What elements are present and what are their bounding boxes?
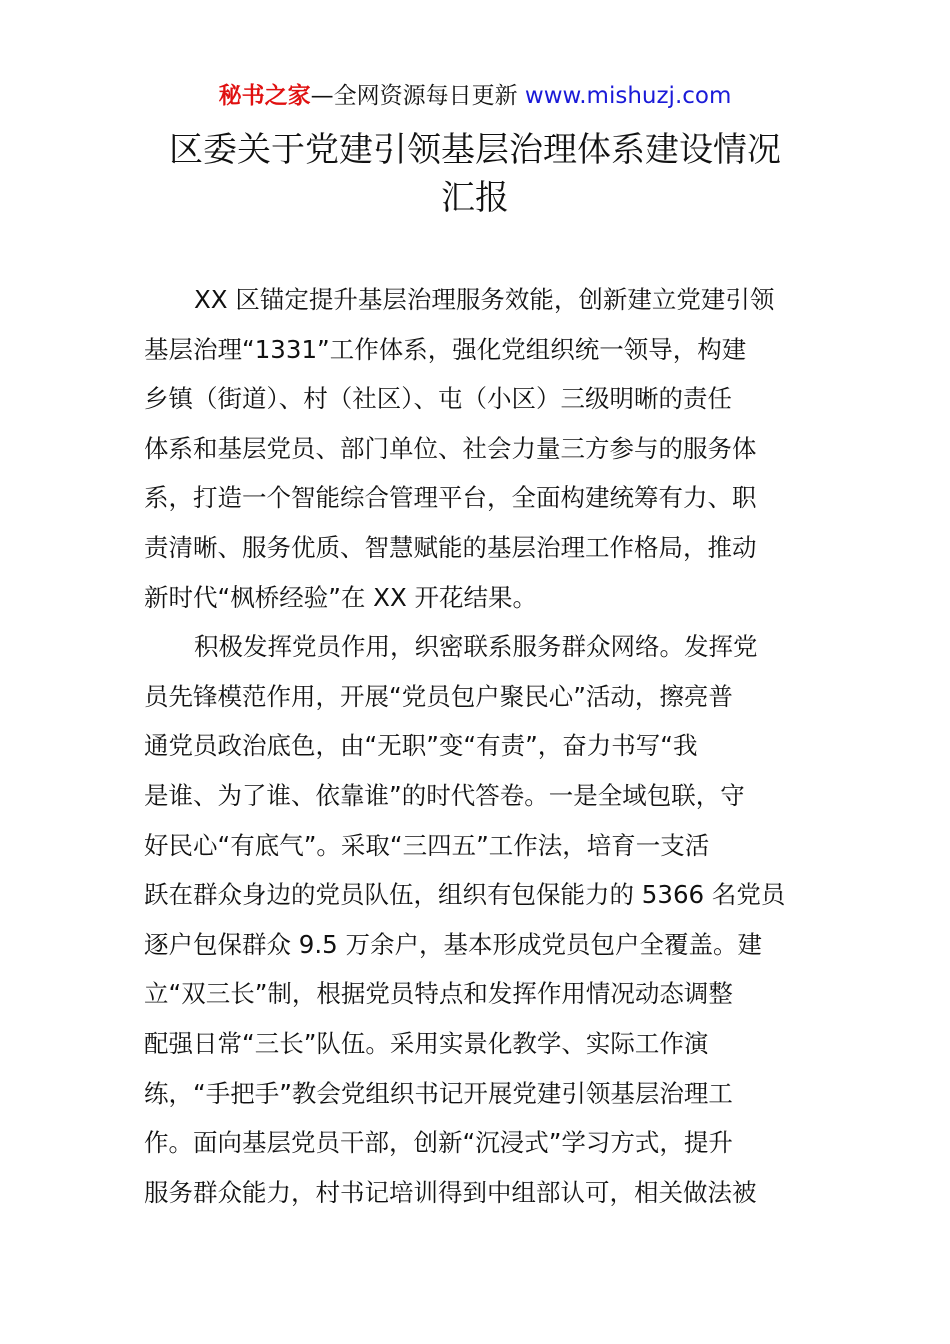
text-line: 基层治理“1331”工作体系，强化党组织统一领导，构建 [144,334,747,364]
text-line: 积极发挥党员作用，织密联系服务群众网络。发挥党 [194,632,758,662]
text-line: 好民心“有底气”。采取“三四五”工作法，培育一支活 [144,830,710,860]
document-title [100,126,850,222]
paragraph-party-members [144,622,810,1217]
text-line: 服务群众能力，村书记培训得到中组部认可，相关做法被 [144,1177,757,1207]
site-tagline: —全网资源每日更新 [310,83,518,109]
text-line: 通党员政治底色，由“无职”变“有责”，奋力书写“我 [144,731,698,761]
text-line: 跃在群众身边的党员队伍，组织有包保能力的 5366 名党员 [144,880,786,910]
text-line: 练，“手把手”教会党组织书记开展党建引领基层治理工 [144,1078,733,1108]
text-line: 逐户包保群众 9.5 万余户，基本形成党员包户全覆盖。建 [144,929,763,959]
title-line: 区委关于党建引领基层治理体系建设情况 [169,130,781,170]
text-line: 乡镇（街道）、村（社区）、屯（小区）三级明晰的责任 [144,384,732,414]
text-line: 员先锋模范作用，开展“党员包户聚民心”活动，擦亮普 [144,681,733,711]
site-header [0,80,950,112]
brand-name: 秘书之家 [218,83,311,109]
text-line: 体系和基层党员、部门单位、社会力量三方参与的服务体 [144,433,757,463]
text-line: 系，打造一个智能综合管理平台，全面构建统筹有力、职 [144,483,757,513]
text-line: 责清晰、服务优质、智慧赋能的基层治理工作格局，推动 [144,532,757,562]
site-url: www.mishuzj.com [524,83,732,109]
text-line: 配强日常“三长”队伍。采用实景化教学、实际工作演 [144,1028,709,1058]
document-body [144,275,810,1217]
text-line: 新时代“枫桥经验”在 XX 开花结果。 [144,582,538,612]
paragraph-intro [144,275,810,622]
text-line: 立“双三长”制，根据党员特点和发挥作用情况动态调整 [144,979,733,1009]
text-line: 作。面向基层党员干部，创新“沉浸式”学习方式，提升 [144,1128,733,1158]
text-line: XX 区锚定提升基层治理服务效能，创新建立党建引领 [194,285,775,314]
title-line: 汇报 [441,178,509,218]
text-line: 是谁、为了谁、依靠谁”的时代答卷。一是全域包联，守 [144,780,745,810]
